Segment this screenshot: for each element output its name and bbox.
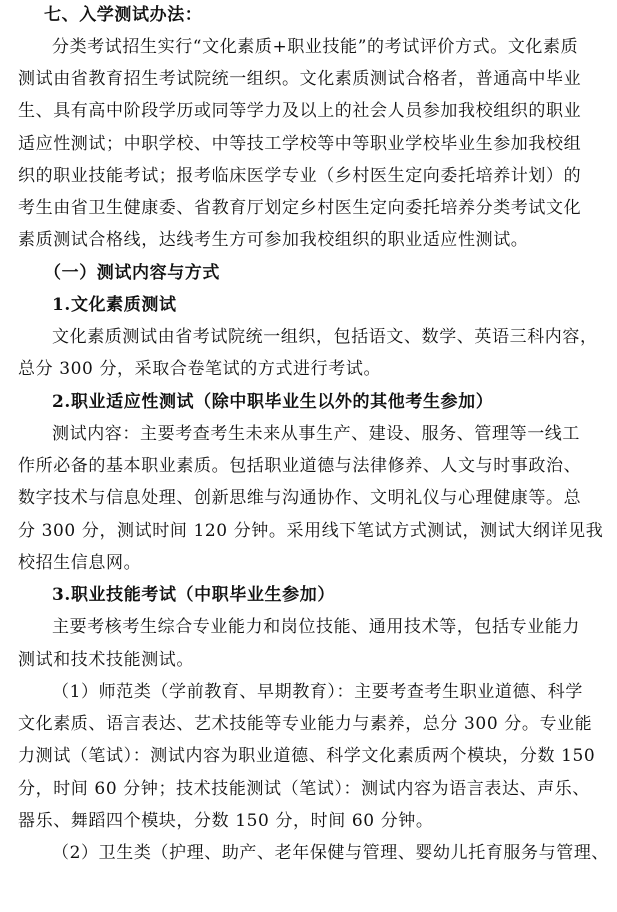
item-3-sub-1-line-3: 力测试（笔试）：测试内容为职业道德、科学文化素质两个模块，分数 150 xyxy=(18,746,596,766)
intro-line-4: 适应性测试；中职学校、中等技工学校等中等职业学校毕业生参加我校组 xyxy=(18,134,582,154)
item-1-line-1: 文化素质测试由省考试院统一组织，包括语文、数学、英语三科内容， xyxy=(52,327,598,347)
item-2-line-5: 校招生信息网。 xyxy=(18,553,142,573)
item-2-line-4: 分 300 分，测试时间 120 分钟。采用线下笔试方式测试，测试大纲详见我 xyxy=(18,521,604,541)
intro-line-5: 织的职业技能考试；报考临床医学专业（乡村医生定向委托培养计划）的 xyxy=(18,166,582,186)
item-3-line-1: 主要考核考生综合专业能力和岗位技能、通用技术等，包括专业能力 xyxy=(52,617,580,637)
item-3-sub-1-line-1: （1）师范类（学前教育、早期教育）：主要考查考生职业道德、科学 xyxy=(52,682,583,702)
item-1-line-2: 总分 300 分，采取合卷笔试的方式进行考试。 xyxy=(18,359,382,379)
item-3-sub-1-line-2: 文化素质、语言表达、艺术技能等专业能力与素养，总分 300 分。专业能 xyxy=(18,714,593,734)
intro-line-2: 测试由省教育招生考试院统一组织。文化素质测试合格者，普通高中毕业 xyxy=(18,69,582,89)
intro-line-1: 分类考试招生实行“文化素质+职业技能”的考试评价方式。文化素质 xyxy=(52,37,579,57)
section-heading: 七、入学测试办法： xyxy=(44,5,203,25)
intro-line-3: 生、具有高中阶段学历或同等学力及以上的社会人员参加我校组织的职业 xyxy=(18,101,582,121)
subsection-heading: （一）测试内容与方式 xyxy=(44,263,220,283)
item-2-line-3: 数字技术与信息处理、创新思维与沟通协作、文明礼仪与心理健康等。总 xyxy=(18,488,582,508)
item-3-sub-2-line-1: （2）卫生类（护理、助产、老年保健与管理、婴幼儿托育服务与管理、 xyxy=(52,843,610,863)
item-2-title: 2.职业适应性测试（除中职毕业生以外的其他考生参加） xyxy=(52,392,494,412)
intro-line-6: 考生由省卫生健康委、省教育厅划定乡村医生定向委托培养分类考试文化 xyxy=(18,198,582,218)
intro-line-7: 素质测试合格线，达线考生方可参加我校组织的职业适应性测试。 xyxy=(18,230,529,250)
item-1-title: 1.文化素质测试 xyxy=(52,295,177,315)
item-3-line-2: 测试和技术技能测试。 xyxy=(18,650,194,670)
item-3-sub-1-line-5: 器乐、舞蹈四个模块，分数 150 分，时间 60 分钟。 xyxy=(18,811,434,831)
item-3-title: 3.职业技能考试（中职毕业生参加） xyxy=(52,585,335,605)
item-2-line-2: 作所必备的基本职业素质。包括职业道德与法律修养、人文与时事政治、 xyxy=(18,456,582,476)
item-3-sub-1-line-4: 分，时间 60 分钟；技术技能测试（笔试）：测试内容为语言表达、声乐、 xyxy=(18,779,590,799)
item-2-line-1: 测试内容：主要考查考生未来从事生产、建设、服务、管理等一线工 xyxy=(52,424,580,444)
